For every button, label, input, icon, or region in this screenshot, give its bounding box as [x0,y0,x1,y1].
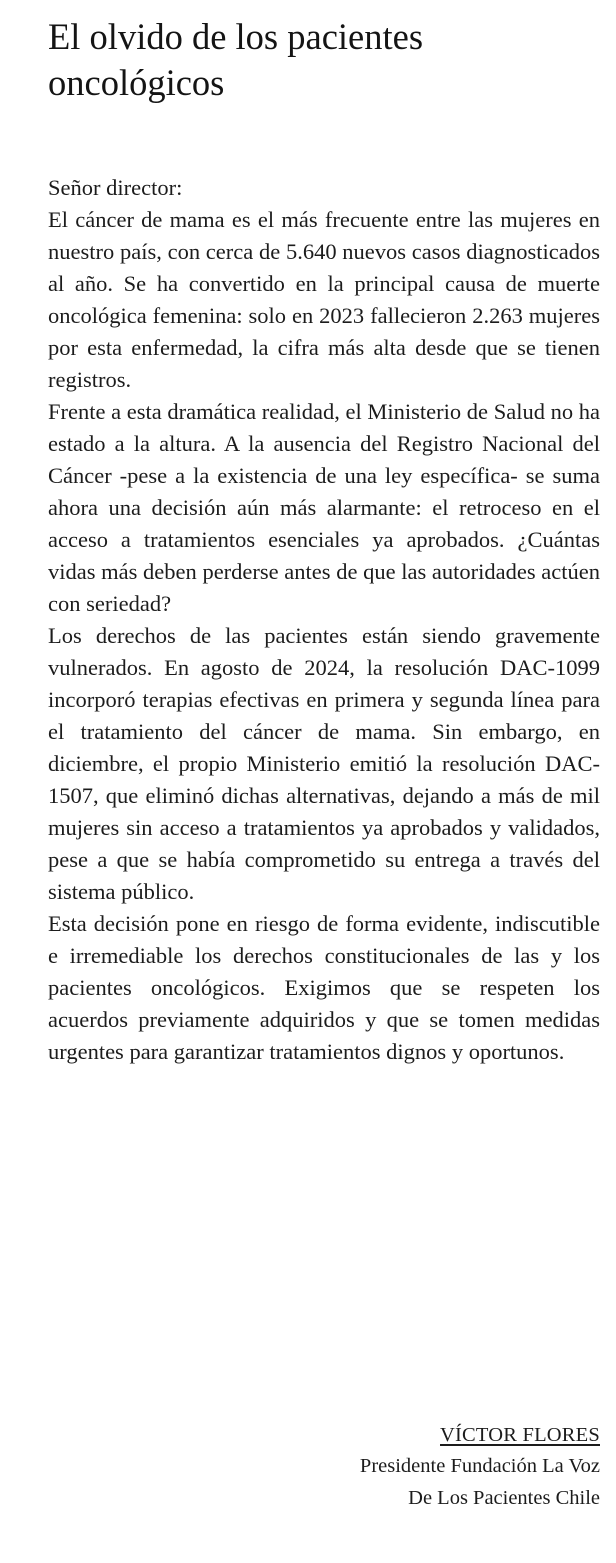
paragraph-2: Frente a esta dramática realidad, el Ministerio de Salud no ha estado a la altura. A la ausencia del Registro Nacional del Cáncer -pese a la existencia de una ley específica- se suma ahora una decisión aún más alarmante: el retroceso en el acceso a tratamientos esenciales ya aprobados. ¿Cuántas vidas más deben perderse antes de que las autoridades actúen con seriedad? [48,399,600,616]
headline: El olvido de los pacientes oncológicos [48,16,424,103]
letter-body [48,172,600,1068]
paragraph-1: El cáncer de mama es el más frecuente entre las mujeres en nuestro país, con cerca de 5.640 nuevos casos diagnosticados al año. Se ha convertido en la principal causa de muerte oncológica femenina: solo en 2023 fallecieron 2.263 mujeres por esta enfermedad, la cifra más alta desde que se tienen registros. [48,207,600,392]
paragraph-3: Los derechos de las pacientes están siendo gravemente vulnerados. En agosto de 2024, la resolución DAC-1099 incorporó terapias efectivas en primera y segunda línea para el tratamiento del cáncer de mama. Sin embargo, en diciembre, el propio Ministerio emitió la resolución DAC-1507, que eliminó dichas alternativas, dejando a más de mil mujeres sin acceso a tratamientos ya aprobados y validados, pese a que se había comprometido su entrega a través del sistema público. [48,623,600,904]
signature-title-line-1: Presidente Fundación La Voz [359,1455,600,1477]
signature-name: VÍCTOR FLORES [440,1424,600,1446]
salutation: Señor director: [48,175,183,200]
signature-title-line-2: De Los Pacientes Chile [408,1487,600,1509]
signature-block [360,1420,600,1514]
paragraph-4: Esta decisión pone en riesgo de forma evidente, indiscutible e irremediable los derechos constitucionales de las y los pacientes oncológicos. Exigimos que se respeten los acuerdos previamente adquiridos y que se tomen medidas urgentes para garantizar tratamientos dignos y oportunos. [48,911,600,1064]
